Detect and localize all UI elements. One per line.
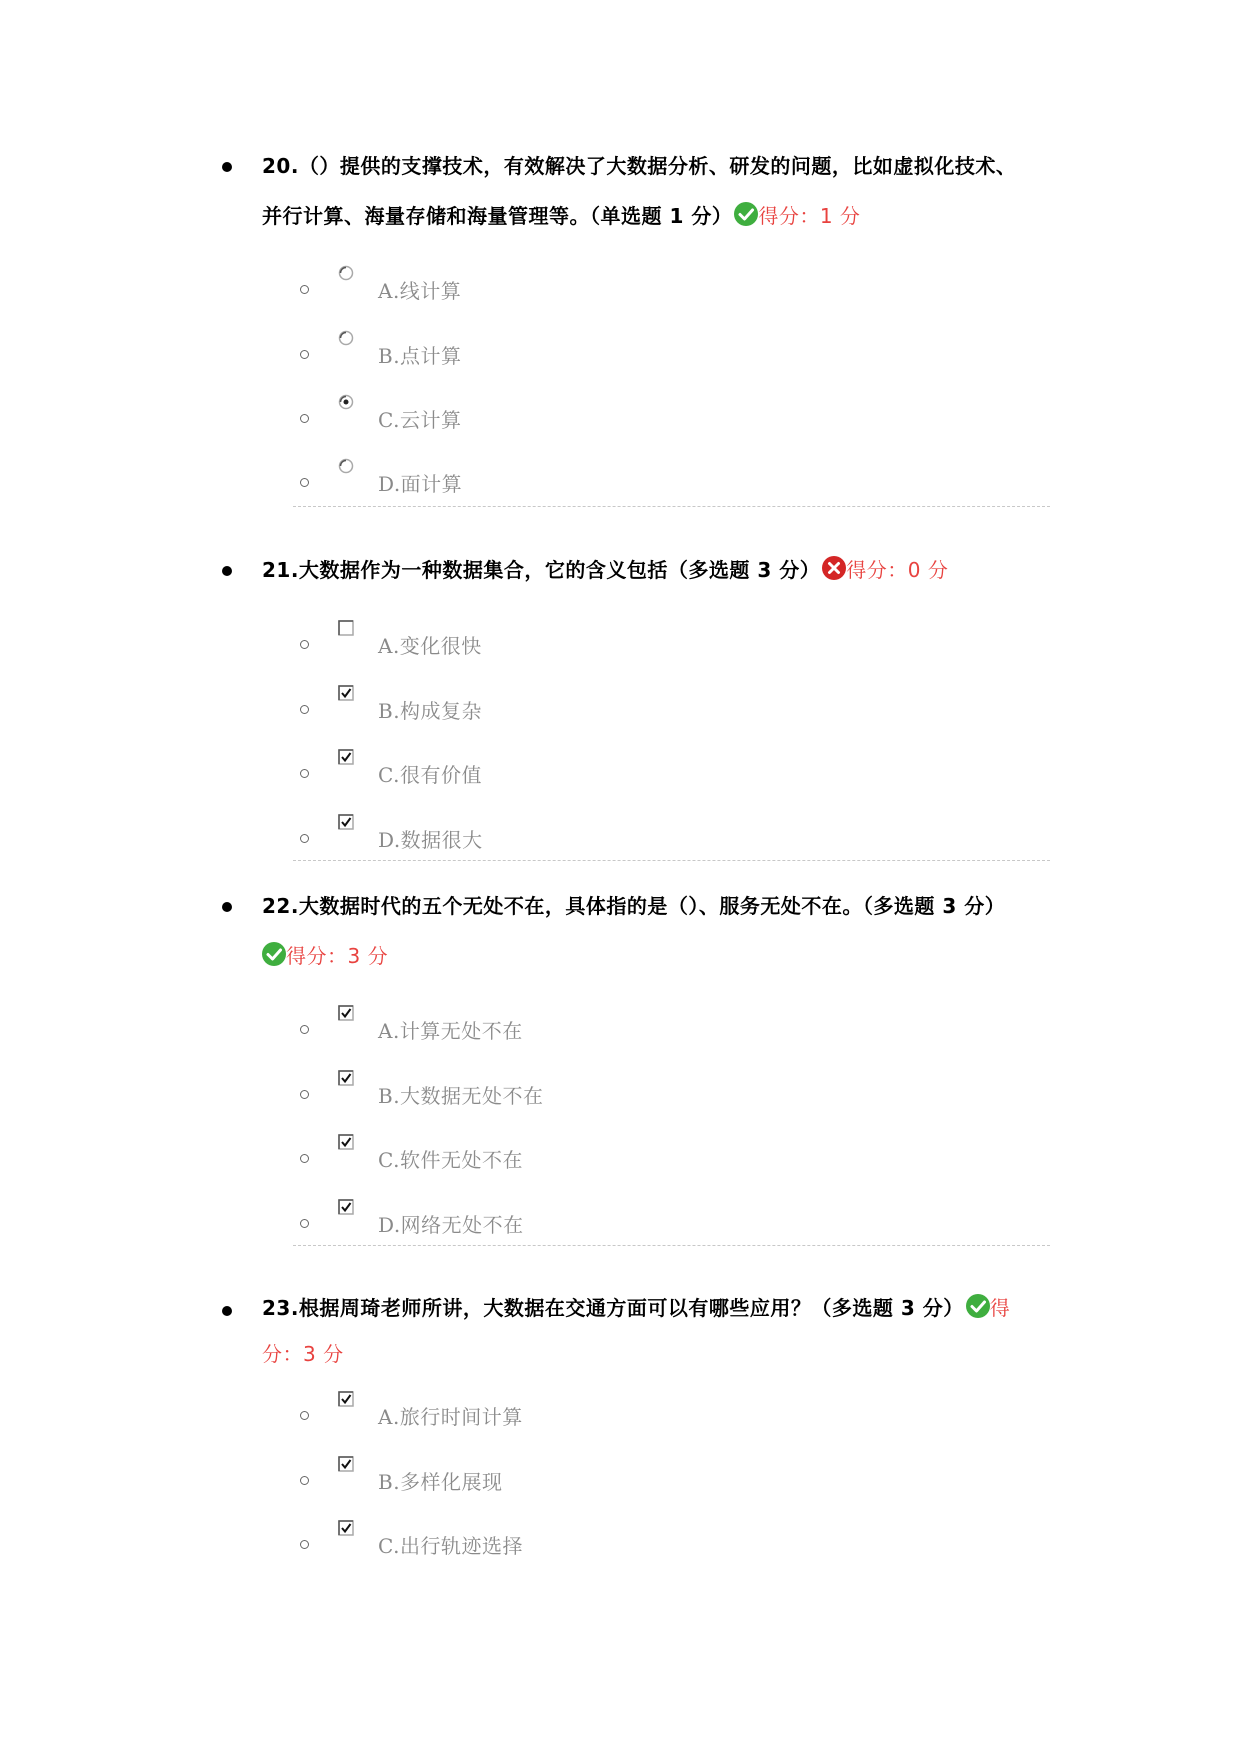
option-bullet <box>300 705 309 714</box>
option-d <box>0 1199 1241 1239</box>
check-icon <box>734 202 758 226</box>
option-bullet <box>300 414 309 423</box>
option-bullet <box>300 285 309 294</box>
option-label: B.大数据无处不在 <box>378 1084 544 1108</box>
option-a <box>0 1391 1241 1431</box>
option-b <box>0 1456 1241 1496</box>
option-label: C.软件无处不在 <box>378 1148 523 1172</box>
option-bullet <box>300 769 309 778</box>
option-label: A.计算无处不在 <box>378 1019 523 1043</box>
option-b <box>0 1070 1241 1110</box>
option-bullet <box>300 1025 309 1034</box>
error-icon <box>822 556 846 580</box>
option-label: B.多样化展现 <box>378 1470 503 1494</box>
option-bullet <box>300 1219 309 1228</box>
option-bullet <box>300 1411 309 1420</box>
radio-checked[interactable] <box>338 394 354 410</box>
question-line-1: 22.大数据时代的五个无处不在，具体指的是（）、服务无处不在。（多选题 3 分） <box>262 894 1006 918</box>
question-line-2 <box>262 931 1062 981</box>
question-line-2 <box>262 1331 1062 1377</box>
checkbox-checked[interactable] <box>338 1134 354 1150</box>
score-label: 得分：1 分 <box>758 204 861 228</box>
check-icon <box>966 1294 990 1318</box>
radio-unchecked[interactable] <box>338 458 354 474</box>
checkbox-checked[interactable] <box>338 1456 354 1472</box>
checkbox-unchecked[interactable] <box>338 620 354 636</box>
question-line-1 <box>262 1285 1062 1331</box>
option-c <box>0 394 1241 434</box>
question-bullet <box>222 162 232 172</box>
option-bullet <box>300 478 309 487</box>
option-label: A.变化很快 <box>378 634 482 658</box>
checkbox-checked[interactable] <box>338 1391 354 1407</box>
option-bullet <box>300 1154 309 1163</box>
question-bullet <box>222 566 232 576</box>
option-label: D.网络无处不在 <box>378 1213 524 1237</box>
option-c <box>0 1134 1241 1174</box>
divider <box>293 860 1050 861</box>
option-label: B.构成复杂 <box>378 699 483 723</box>
option-label: D.面计算 <box>378 472 463 496</box>
option-a <box>0 620 1241 660</box>
score-label: 得分：0 分 <box>846 558 949 582</box>
option-bullet <box>300 834 309 843</box>
option-c <box>0 1520 1241 1560</box>
checkbox-checked[interactable] <box>338 1070 354 1086</box>
question-line-1-text: 21.大数据作为一种数据集合，它的含义包括（多选题 3 分） <box>262 558 821 582</box>
score-label-part1: 得 <box>989 1296 1011 1320</box>
option-a <box>0 1005 1241 1045</box>
question-text <box>262 141 1062 241</box>
option-b <box>0 685 1241 725</box>
question-line-1 <box>262 545 1062 595</box>
option-a <box>0 265 1241 305</box>
question-line-1-text: 23.根据周琦老师所讲，大数据在交通方面可以有哪些应用？（多选题 3 分） <box>262 1296 964 1320</box>
question-line-2-text: 并行计算、海量存储和海量管理等。（单选题 1 分） <box>262 204 733 228</box>
option-label: B.点计算 <box>378 344 462 368</box>
score-label-part2: 分：3 分 <box>262 1342 344 1366</box>
checkbox-checked[interactable] <box>338 814 354 830</box>
score-label: 得分：3 分 <box>286 944 389 968</box>
divider <box>293 1245 1050 1246</box>
option-label: D.数据很大 <box>378 828 483 852</box>
option-c <box>0 749 1241 789</box>
option-bullet <box>300 640 309 649</box>
question-bullet <box>222 902 232 912</box>
question-line-2 <box>262 191 1062 241</box>
option-bullet <box>300 1540 309 1549</box>
checkbox-checked[interactable] <box>338 1520 354 1536</box>
option-bullet <box>300 1090 309 1099</box>
option-d <box>0 814 1241 854</box>
checkbox-checked[interactable] <box>338 685 354 701</box>
question-bullet <box>222 1306 232 1316</box>
question-text <box>262 545 1062 595</box>
option-b <box>0 330 1241 370</box>
option-label: A.旅行时间计算 <box>378 1405 523 1429</box>
checkbox-checked[interactable] <box>338 1005 354 1021</box>
check-icon <box>262 942 286 966</box>
option-label: A.线计算 <box>378 279 462 303</box>
radio-unchecked[interactable] <box>338 330 354 346</box>
option-d <box>0 458 1241 498</box>
option-label: C.出行轨迹选择 <box>378 1534 523 1558</box>
checkbox-checked[interactable] <box>338 749 354 765</box>
option-label: C.很有价值 <box>378 763 482 787</box>
question-line-1: 20.（）提供的支撑技术，有效解决了大数据分析、研发的问题，比如虚拟化技术、 <box>262 154 1017 178</box>
question-text <box>262 881 1062 981</box>
option-bullet <box>300 1476 309 1485</box>
radio-unchecked[interactable] <box>338 265 354 281</box>
divider <box>293 506 1050 507</box>
checkbox-checked[interactable] <box>338 1199 354 1215</box>
option-label: C.云计算 <box>378 408 462 432</box>
option-bullet <box>300 350 309 359</box>
question-text <box>262 1285 1062 1377</box>
